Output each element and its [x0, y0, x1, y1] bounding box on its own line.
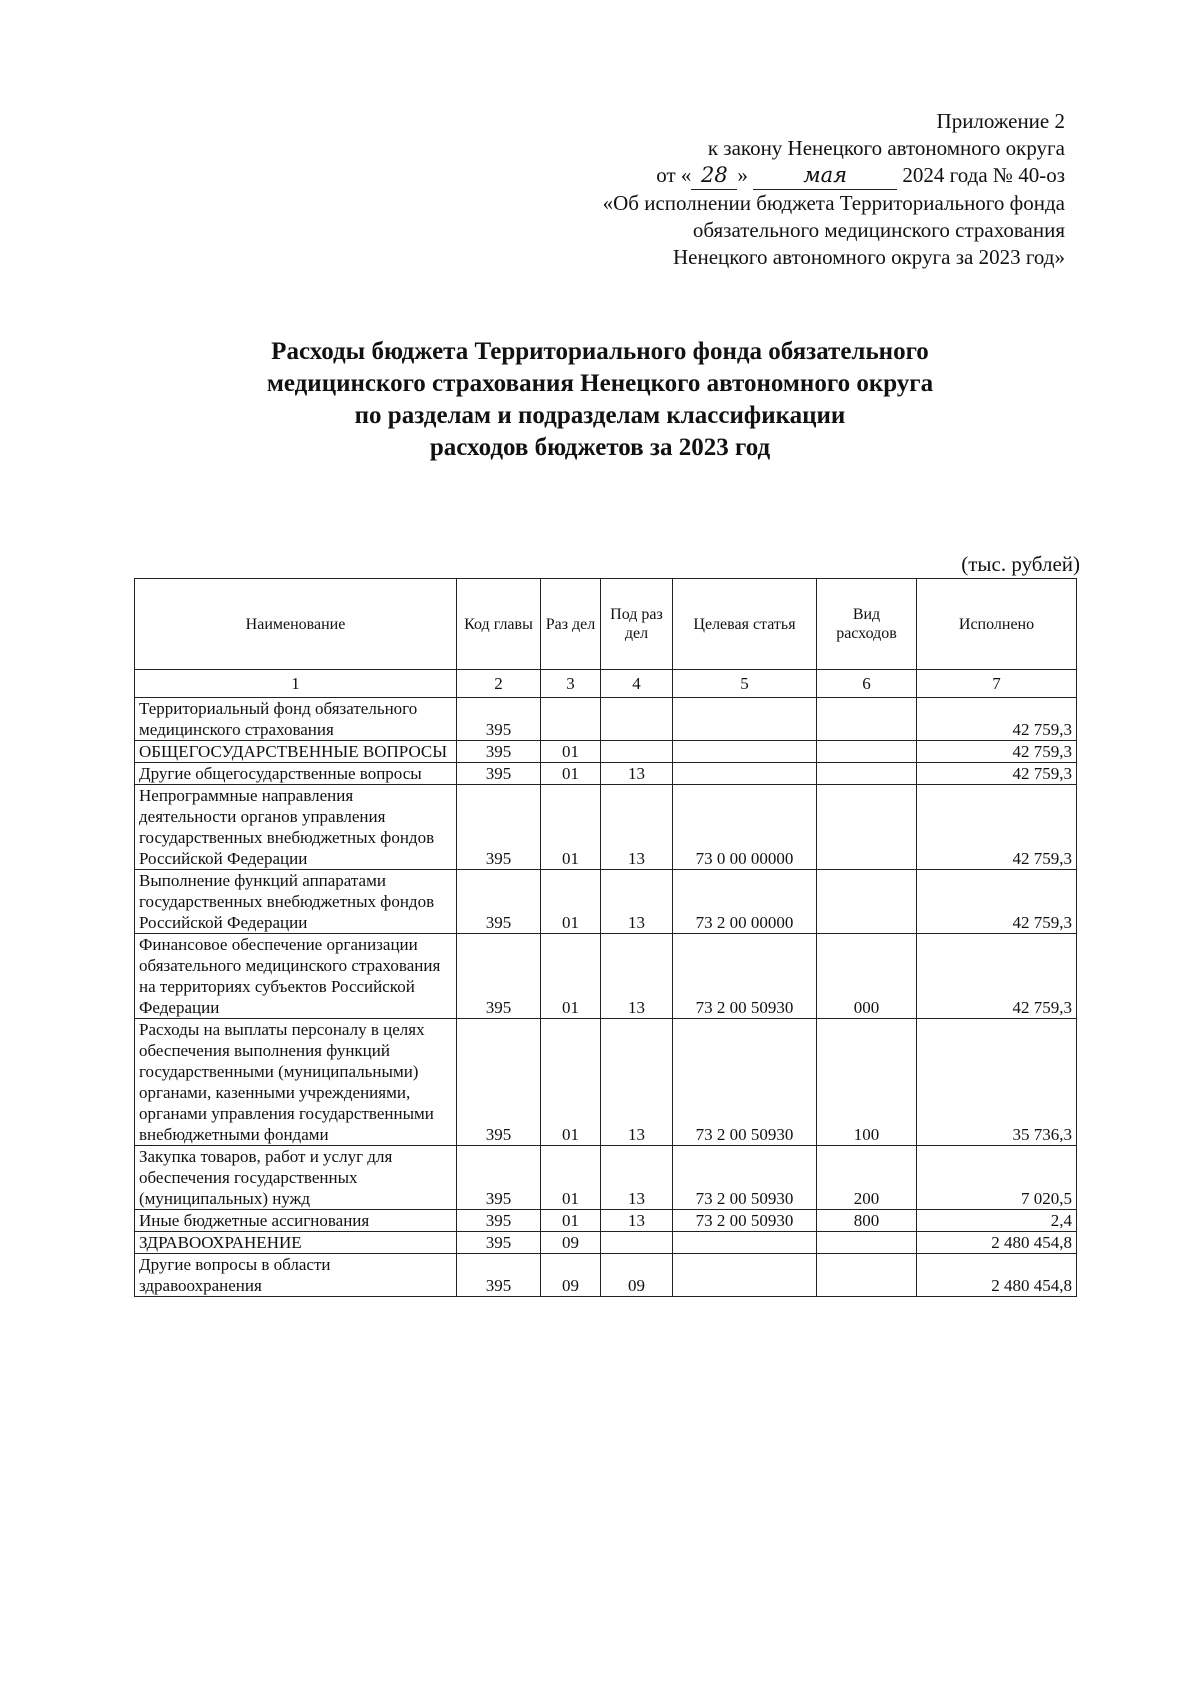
- header-target: Целевая статья: [673, 579, 817, 670]
- table-row: [135, 763, 1077, 785]
- row-code: 395: [457, 870, 541, 934]
- row-razdel: 01: [541, 1019, 601, 1146]
- row-amount: 35 736,3: [917, 1019, 1077, 1146]
- row-target: [673, 763, 817, 785]
- row-name: Выполнение функций аппаратами государственных внебюджетных фондов Российской Федерации: [135, 870, 457, 934]
- header-amount: Исполнено: [917, 579, 1077, 670]
- document-title: [0, 336, 1200, 464]
- row-vid: [817, 741, 917, 763]
- units-label: (тыс. рублей): [961, 552, 1080, 576]
- header-podrazdel: Под раз дел: [601, 579, 673, 670]
- row-vid: 800: [817, 1210, 917, 1232]
- appendix-subject-3: Ненецкого автономного округа за 2023 год»: [673, 245, 1065, 269]
- appendix-law-ref: к закону Ненецкого автономного округа: [707, 136, 1065, 160]
- row-razdel: 01: [541, 1146, 601, 1210]
- row-code: 395: [457, 1232, 541, 1254]
- row-podrazdel: 13: [601, 763, 673, 785]
- row-podrazdel: 13: [601, 934, 673, 1019]
- row-code: 395: [457, 741, 541, 763]
- row-code: 395: [457, 1210, 541, 1232]
- header-code: Код главы: [457, 579, 541, 670]
- row-amount: 2 480 454,8: [917, 1232, 1077, 1254]
- row-podrazdel: [601, 1232, 673, 1254]
- row-name: ЗДРАВООХРАНЕНИЕ: [135, 1232, 457, 1254]
- table-row: [135, 1146, 1077, 1210]
- header-vid: Вид расходов: [817, 579, 917, 670]
- row-vid: [817, 785, 917, 870]
- date-mid: »: [737, 163, 748, 187]
- row-podrazdel: 13: [601, 785, 673, 870]
- table-header-row: [135, 579, 1077, 670]
- budget-table: [134, 578, 1077, 1297]
- table-row: [135, 870, 1077, 934]
- row-razdel: 01: [541, 741, 601, 763]
- row-name: Территориальный фонд обязательного медицинского страхования: [135, 698, 457, 741]
- row-name: Финансовое обеспечение организации обязательного медицинского страхования на территориях субъектов Российской Федерации: [135, 934, 457, 1019]
- handwritten-month: мая: [753, 162, 897, 190]
- table-body: [135, 698, 1077, 1297]
- row-razdel: 09: [541, 1254, 601, 1297]
- row-code: 395: [457, 934, 541, 1019]
- row-name: Закупка товаров, работ и услуг для обеспечения государственных (муниципальных) нужд: [135, 1146, 457, 1210]
- row-podrazdel: 13: [601, 1019, 673, 1146]
- table-row: [135, 1210, 1077, 1232]
- table-row: [135, 785, 1077, 870]
- row-name: Другие вопросы в области здравоохранения: [135, 1254, 457, 1297]
- handwritten-day: 28: [691, 162, 737, 190]
- appendix-title: Приложение 2: [936, 109, 1065, 133]
- column-number: 2: [457, 670, 541, 698]
- row-target: 73 0 00 00000: [673, 785, 817, 870]
- date-suffix: 2024 года № 40-оз: [902, 163, 1065, 187]
- row-razdel: 01: [541, 934, 601, 1019]
- row-vid: [817, 698, 917, 741]
- row-razdel: 09: [541, 1232, 601, 1254]
- row-code: 395: [457, 1019, 541, 1146]
- row-amount: 42 759,3: [917, 698, 1077, 741]
- row-vid: [817, 763, 917, 785]
- appendix-date-line: [603, 162, 1065, 190]
- row-target: [673, 741, 817, 763]
- column-number: 4: [601, 670, 673, 698]
- row-podrazdel: [601, 698, 673, 741]
- row-podrazdel: [601, 741, 673, 763]
- row-amount: 42 759,3: [917, 741, 1077, 763]
- row-vid: [817, 1232, 917, 1254]
- row-vid: 200: [817, 1146, 917, 1210]
- row-target: 73 2 00 50930: [673, 934, 817, 1019]
- row-razdel: 01: [541, 1210, 601, 1232]
- row-podrazdel: 13: [601, 1210, 673, 1232]
- column-number: 5: [673, 670, 817, 698]
- row-target: 73 2 00 00000: [673, 870, 817, 934]
- row-code: 395: [457, 785, 541, 870]
- row-vid: 100: [817, 1019, 917, 1146]
- table-row: [135, 698, 1077, 741]
- row-vid: [817, 870, 917, 934]
- table-row: [135, 1254, 1077, 1297]
- row-amount: 42 759,3: [917, 870, 1077, 934]
- title-line-4: расходов бюджетов за 2023 год: [429, 434, 771, 461]
- row-name: Непрограммные направления деятельности органов управления государственных внебюджетных фондов Российской Федерации: [135, 785, 457, 870]
- row-amount: 7 020,5: [917, 1146, 1077, 1210]
- date-prefix: от «: [656, 163, 692, 187]
- row-amount: 42 759,3: [917, 785, 1077, 870]
- column-number: 1: [135, 670, 457, 698]
- row-amount: 2 480 454,8: [917, 1254, 1077, 1297]
- title-line-1: Расходы бюджета Территориального фонда обязательного: [271, 338, 929, 365]
- row-target: [673, 698, 817, 741]
- appendix-header: [603, 108, 1065, 271]
- row-code: 395: [457, 763, 541, 785]
- appendix-subject-1: «Об исполнении бюджета Территориального фонда: [602, 191, 1065, 215]
- row-podrazdel: 13: [601, 870, 673, 934]
- column-number: 3: [541, 670, 601, 698]
- column-number-row: [135, 670, 1077, 698]
- row-target: 73 2 00 50930: [673, 1146, 817, 1210]
- table-row: [135, 934, 1077, 1019]
- title-line-2: медицинского страхования Ненецкого автономного округа: [266, 370, 934, 397]
- appendix-subject-2: обязательного медицинского страхования: [692, 218, 1065, 242]
- row-vid: 000: [817, 934, 917, 1019]
- row-name: Другие общегосударственные вопросы: [135, 763, 457, 785]
- row-code: 395: [457, 698, 541, 741]
- column-number: 6: [817, 670, 917, 698]
- row-podrazdel: 13: [601, 1146, 673, 1210]
- row-razdel: 01: [541, 870, 601, 934]
- row-code: 395: [457, 1146, 541, 1210]
- row-razdel: 01: [541, 763, 601, 785]
- row-podrazdel: 09: [601, 1254, 673, 1297]
- row-name: Расходы на выплаты персоналу в целях обеспечения выполнения функций государственными (муниципальными) органами, казенными учреждениями, органами управления государственными внебюджетными фондами: [135, 1019, 457, 1146]
- row-amount: 42 759,3: [917, 763, 1077, 785]
- header-razdel: Раз дел: [541, 579, 601, 670]
- row-razdel: [541, 698, 601, 741]
- row-target: [673, 1254, 817, 1297]
- row-amount: 2,4: [917, 1210, 1077, 1232]
- row-target: 73 2 00 50930: [673, 1019, 817, 1146]
- title-line-3: по разделам и подразделам классификации: [354, 402, 846, 429]
- header-name: Наименование: [135, 579, 457, 670]
- table-row: [135, 1019, 1077, 1146]
- row-vid: [817, 1254, 917, 1297]
- row-name: Иные бюджетные ассигнования: [135, 1210, 457, 1232]
- row-amount: 42 759,3: [917, 934, 1077, 1019]
- row-target: 73 2 00 50930: [673, 1210, 817, 1232]
- row-razdel: 01: [541, 785, 601, 870]
- table-row: [135, 1232, 1077, 1254]
- column-number: 7: [917, 670, 1077, 698]
- table-row: [135, 741, 1077, 763]
- row-target: [673, 1232, 817, 1254]
- row-code: 395: [457, 1254, 541, 1297]
- row-name: ОБЩЕГОСУДАРСТВЕННЫЕ ВОПРОСЫ: [135, 741, 457, 763]
